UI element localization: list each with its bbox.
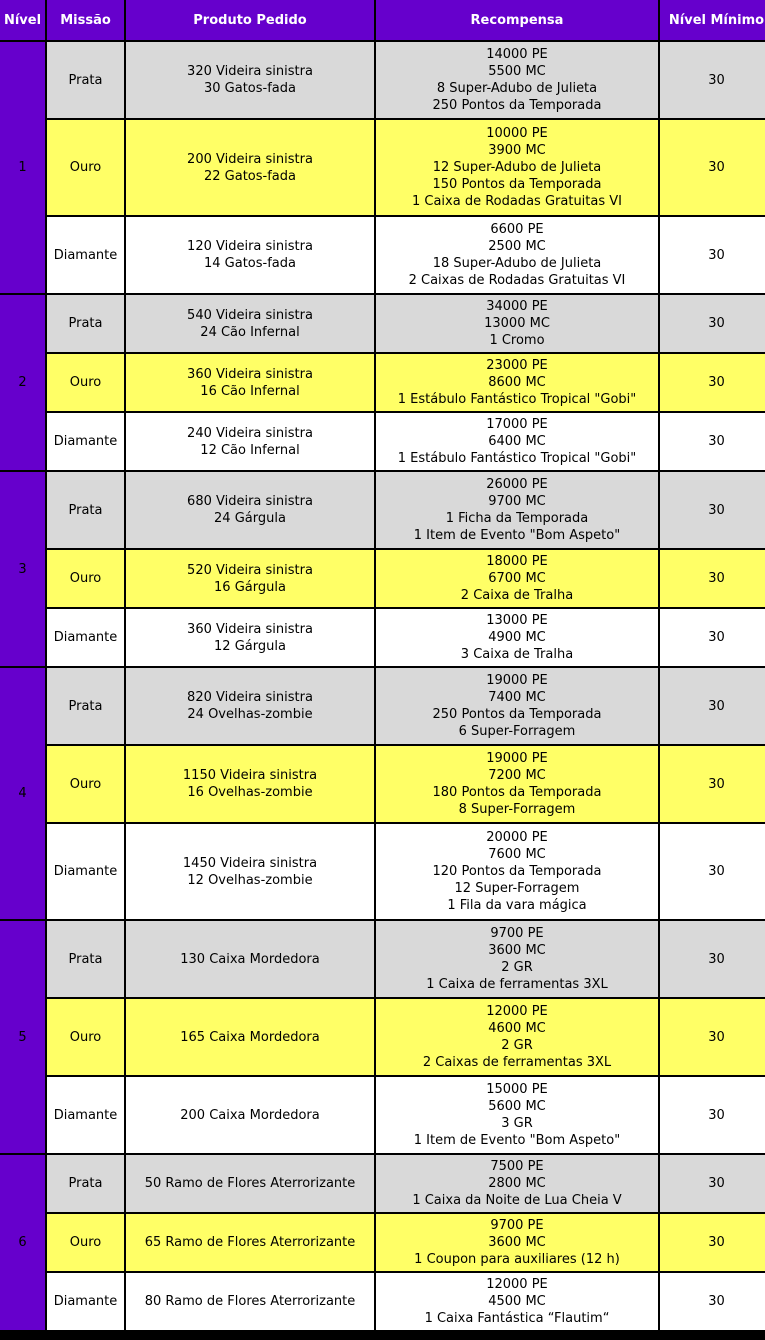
level-cell: 5	[0, 921, 45, 1153]
reward-cell	[376, 217, 658, 293]
reward-cell	[376, 413, 658, 470]
reward-line: 12000 PE	[486, 1277, 548, 1292]
reward-line: 8600 MC	[488, 375, 546, 390]
reward-line: 180 Pontos da Temporada	[432, 785, 602, 800]
reward-line: 7400 MC	[488, 690, 546, 705]
reward-line: 8 Super-Adubo de Julieta	[436, 81, 598, 96]
reward-line: 17000 PE	[486, 417, 548, 432]
reward-line: 3900 MC	[488, 143, 546, 158]
mission-tier-cell: Prata	[47, 295, 124, 352]
reward-lines	[414, 1081, 620, 1149]
reward-cell	[376, 746, 658, 822]
reward-cell	[376, 42, 658, 118]
reward-line: 1 Caixa Fantástica “Flautim“	[424, 1311, 610, 1326]
min-level-cell: 30	[660, 354, 765, 411]
reward-line: 18000 PE	[486, 554, 548, 569]
reward-lines	[461, 553, 573, 604]
reward-line: 3600 MC	[488, 1235, 546, 1250]
product-lines	[187, 562, 313, 596]
reward-line: 1 Estábulo Fantástico Tropical "Gobi"	[397, 451, 637, 466]
reward-lines	[398, 357, 637, 408]
reward-line: 7200 MC	[488, 768, 546, 783]
product-line: 14 Gatos-fada	[203, 256, 296, 271]
reward-line: 4500 MC	[488, 1294, 546, 1309]
product-line: 50 Ramo de Flores Aterrorizante	[144, 1176, 356, 1191]
min-level-cell: 30	[660, 413, 765, 470]
min-level-cell: 30	[660, 746, 765, 822]
reward-line: 1 Caixa de Rodadas Gratuitas VI	[411, 194, 622, 209]
product-cell	[126, 217, 374, 293]
product-line: 30 Gatos-fada	[203, 81, 296, 96]
reward-line: 2 GR	[501, 1038, 533, 1053]
product-line: 680 Videira sinistra	[187, 494, 313, 509]
mission-tier-cell: Diamante	[47, 413, 124, 470]
product-lines	[183, 767, 317, 801]
reward-line: 1 Coupon para auxiliares (12 h)	[414, 1252, 620, 1267]
product-line: 200 Videira sinistra	[187, 151, 313, 167]
reward-line: 6700 MC	[488, 571, 546, 586]
mission-tier-cell: Ouro	[47, 1214, 124, 1271]
reward-lines	[433, 46, 602, 114]
product-line: 120 Videira sinistra	[187, 239, 313, 254]
header-level: Nível	[0, 0, 45, 40]
reward-line: 2 Caixa de Tralha	[460, 588, 574, 603]
product-line: 12 Gárgula	[214, 638, 286, 654]
mission-tier-cell: Prata	[47, 42, 124, 118]
reward-line: 13000 MC	[484, 316, 550, 331]
product-line: 820 Videira sinistra	[187, 690, 313, 705]
reward-line: 15000 PE	[486, 1082, 548, 1097]
mission-tier-cell: Diamante	[47, 824, 124, 919]
level-cell: 3	[0, 472, 45, 666]
product-line: 130 Caixa Mordedora	[180, 951, 320, 967]
reward-lines	[426, 925, 608, 993]
product-lines	[183, 855, 317, 889]
product-line: 16 Ovelhas-zombie	[187, 785, 313, 800]
reward-line: 8 Super-Forragem	[458, 802, 576, 817]
mission-tier-cell: Ouro	[47, 550, 124, 607]
product-cell	[126, 472, 374, 548]
reward-cell	[376, 1155, 658, 1212]
reward-line: 6400 MC	[488, 434, 546, 449]
product-lines	[187, 493, 313, 527]
product-line: 360 Videira sinistra	[187, 366, 313, 382]
reward-line: 1 Cromo	[489, 333, 545, 348]
header-reward: Recompensa	[376, 0, 658, 40]
min-level-cell: 30	[660, 1214, 765, 1271]
reward-lines	[414, 1217, 620, 1268]
reward-cell	[376, 1273, 658, 1330]
product-lines	[187, 63, 313, 97]
product-lines	[187, 366, 313, 400]
min-level-cell: 30	[660, 921, 765, 997]
product-lines	[187, 689, 313, 723]
reward-line: 3600 MC	[488, 943, 546, 958]
product-line: 22 Gatos-fada	[203, 168, 296, 184]
min-level-cell: 30	[660, 1077, 765, 1153]
product-line: 12 Cão Infernal	[200, 442, 300, 458]
product-lines	[145, 1293, 356, 1310]
min-level-cell: 30	[660, 217, 765, 293]
product-cell	[126, 413, 374, 470]
product-line: 24 Cão Infernal	[200, 324, 300, 340]
product-line: 240 Videira sinistra	[187, 425, 313, 441]
mission-tier-cell: Ouro	[47, 354, 124, 411]
product-cell	[126, 999, 374, 1075]
product-lines	[187, 621, 313, 655]
reward-cell	[376, 668, 658, 744]
reward-cell	[376, 1214, 658, 1271]
reward-line: 12 Super-Forragem	[454, 881, 580, 896]
product-lines	[187, 151, 313, 185]
reward-line: 1 Caixa de ferramentas 3XL	[426, 977, 608, 992]
product-lines	[187, 307, 313, 341]
min-level-cell: 30	[660, 295, 765, 352]
reward-line: 150 Pontos da Temporada	[432, 177, 602, 192]
product-cell	[126, 824, 374, 919]
min-level-cell: 30	[660, 550, 765, 607]
product-line: 24 Ovelhas-zombie	[187, 707, 313, 722]
reward-line: 3 GR	[501, 1116, 533, 1131]
product-line: 320 Videira sinistra	[187, 64, 313, 79]
level-cell: 6	[0, 1155, 45, 1330]
product-lines	[187, 238, 313, 272]
reward-cell	[376, 295, 658, 352]
reward-cell	[376, 472, 658, 548]
product-line: 520 Videira sinistra	[187, 562, 313, 578]
reward-cell	[376, 921, 658, 997]
header-mission: Missão	[47, 0, 124, 40]
reward-line: 19000 PE	[486, 673, 548, 688]
reward-line: 2500 MC	[488, 239, 546, 254]
mission-tier-cell: Diamante	[47, 1077, 124, 1153]
reward-cell	[376, 824, 658, 919]
reward-line: 2 Caixas de Rodadas Gratuitas VI	[408, 273, 626, 288]
reward-line: 9700 PE	[490, 1218, 544, 1233]
product-cell	[126, 1214, 374, 1271]
reward-lines	[414, 476, 620, 544]
reward-line: 18 Super-Adubo de Julieta	[432, 256, 602, 271]
reward-lines	[461, 612, 573, 663]
reward-line: 9700 MC	[488, 494, 546, 509]
product-line: 1150 Videira sinistra	[182, 768, 318, 783]
product-line: 24 Gárgula	[214, 511, 286, 526]
product-lines	[187, 425, 313, 459]
reward-line: 6600 PE	[490, 222, 544, 237]
header-min-level: Nível Mínimo	[660, 0, 765, 40]
product-cell	[126, 354, 374, 411]
product-lines	[180, 1107, 319, 1124]
min-level-cell: 30	[660, 1273, 765, 1330]
reward-lines	[433, 829, 602, 914]
reward-lines	[412, 125, 622, 210]
product-line: 360 Videira sinistra	[187, 621, 313, 637]
reward-line: 12000 PE	[486, 1004, 548, 1019]
reward-lines	[398, 416, 637, 467]
reward-lines	[484, 298, 550, 349]
product-line: 65 Ramo de Flores Aterrorizante	[144, 1235, 356, 1250]
product-cell	[126, 1273, 374, 1330]
reward-line: 1 Ficha da Temporada	[445, 511, 589, 526]
reward-line: 10000 PE	[486, 126, 548, 141]
reward-line: 250 Pontos da Temporada	[432, 98, 602, 113]
reward-line: 4900 MC	[488, 630, 546, 645]
min-level-cell: 30	[660, 42, 765, 118]
reward-line: 1 Estábulo Fantástico Tropical "Gobi"	[397, 392, 637, 407]
reward-line: 7500 PE	[490, 1159, 544, 1174]
product-line: 540 Videira sinistra	[187, 307, 313, 323]
product-cell	[126, 921, 374, 997]
mission-tier-cell: Prata	[47, 668, 124, 744]
reward-line: 34000 PE	[486, 299, 548, 314]
reward-line: 120 Pontos da Temporada	[432, 864, 602, 879]
reward-line: 7600 MC	[488, 847, 546, 862]
min-level-cell: 30	[660, 609, 765, 666]
mission-tier-cell: Ouro	[47, 746, 124, 822]
min-level-cell: 30	[660, 1155, 765, 1212]
reward-lines	[425, 1276, 610, 1327]
mission-tier-cell: Diamante	[47, 217, 124, 293]
reward-line: 5600 MC	[488, 1099, 546, 1114]
product-lines	[180, 951, 319, 968]
reward-line: 250 Pontos da Temporada	[432, 707, 602, 722]
product-cell	[126, 668, 374, 744]
reward-line: 4600 MC	[488, 1021, 546, 1036]
reward-line: 12 Super-Adubo de Julieta	[432, 160, 602, 175]
reward-cell	[376, 609, 658, 666]
product-line: 12 Ovelhas-zombie	[187, 872, 313, 888]
header-product: Produto Pedido	[126, 0, 374, 40]
product-lines	[180, 1029, 319, 1046]
level-cell: 2	[0, 295, 45, 470]
reward-line: 1 Caixa da Noite de Lua Cheia V	[412, 1193, 622, 1208]
reward-cell	[376, 550, 658, 607]
reward-line: 2800 MC	[488, 1176, 546, 1191]
product-line: 200 Caixa Mordedora	[180, 1107, 320, 1123]
product-cell	[126, 42, 374, 118]
product-cell	[126, 1077, 374, 1153]
level-cell: 4	[0, 668, 45, 919]
product-cell	[126, 550, 374, 607]
min-level-cell: 30	[660, 999, 765, 1075]
product-line: 1450 Videira sinistra	[182, 855, 318, 871]
product-cell	[126, 120, 374, 215]
product-cell	[126, 746, 374, 822]
reward-line: 5500 MC	[488, 64, 546, 79]
reward-cell	[376, 999, 658, 1075]
product-line: 80 Ramo de Flores Aterrorizante	[144, 1294, 356, 1309]
mission-tier-cell: Ouro	[47, 120, 124, 215]
reward-line: 1 Item de Evento "Bom Aspeto"	[413, 1133, 621, 1148]
min-level-cell: 30	[660, 472, 765, 548]
mission-tier-cell: Prata	[47, 472, 124, 548]
product-cell	[126, 609, 374, 666]
reward-cell	[376, 120, 658, 215]
mission-tier-cell: Diamante	[47, 1273, 124, 1330]
reward-line: 3 Caixa de Tralha	[460, 647, 574, 662]
product-cell	[126, 1155, 374, 1212]
mission-tier-cell: Ouro	[47, 999, 124, 1075]
mission-tier-cell: Prata	[47, 921, 124, 997]
level-cell: 1	[0, 42, 45, 293]
mission-tier-cell: Prata	[47, 1155, 124, 1212]
reward-lines	[409, 221, 626, 289]
reward-line: 6 Super-Forragem	[458, 724, 576, 739]
product-line: 165 Caixa Mordedora	[180, 1029, 320, 1045]
reward-lines	[412, 1158, 621, 1209]
product-lines	[145, 1234, 356, 1251]
reward-line: 20000 PE	[486, 830, 548, 845]
reward-cell	[376, 1077, 658, 1153]
reward-line: 26000 PE	[486, 477, 548, 492]
product-lines	[145, 1175, 356, 1192]
reward-line: 14000 PE	[486, 47, 548, 62]
reward-line: 2 Caixas de ferramentas 3XL	[422, 1055, 612, 1070]
reward-line: 19000 PE	[486, 751, 548, 766]
reward-line: 1 Item de Evento "Bom Aspeto"	[413, 528, 621, 543]
mission-tier-cell: Diamante	[47, 609, 124, 666]
reward-lines	[433, 672, 602, 740]
reward-line: 13000 PE	[486, 613, 548, 628]
min-level-cell: 30	[660, 824, 765, 919]
product-line: 16 Cão Infernal	[200, 383, 300, 399]
reward-line: 9700 PE	[490, 926, 544, 941]
reward-line: 1 Fila da vara mágica	[447, 898, 587, 913]
min-level-cell: 30	[660, 120, 765, 215]
reward-lines	[433, 750, 602, 818]
reward-line: 2 GR	[501, 960, 533, 975]
product-line: 16 Gárgula	[214, 579, 286, 595]
min-level-cell: 30	[660, 668, 765, 744]
product-cell	[126, 295, 374, 352]
reward-lines	[423, 1003, 611, 1071]
reward-cell	[376, 354, 658, 411]
reward-line: 23000 PE	[486, 358, 548, 373]
